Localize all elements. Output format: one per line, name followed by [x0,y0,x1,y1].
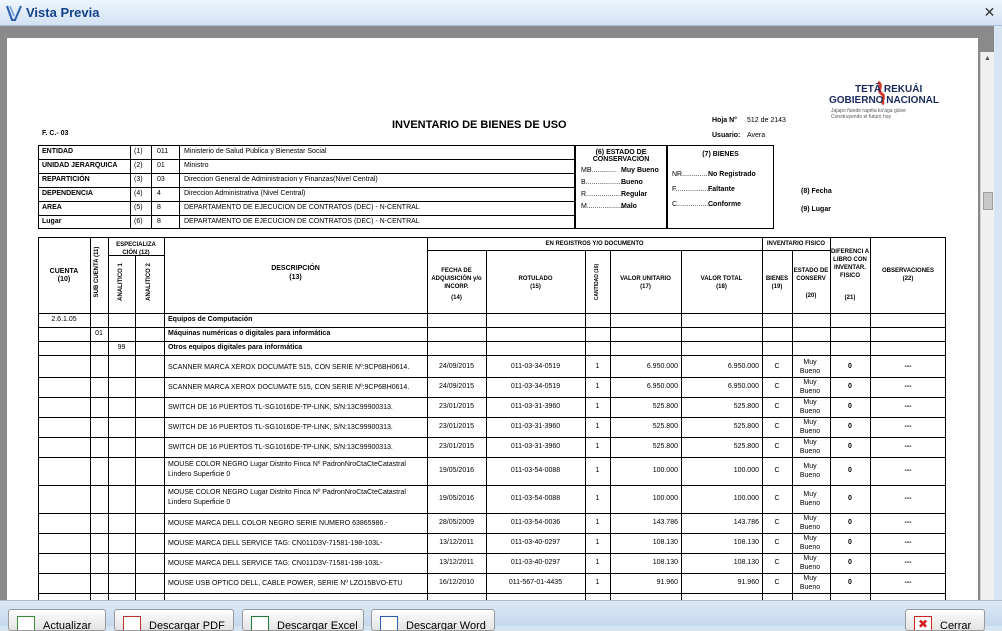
hoja-value: 512 de 2143 [747,117,786,124]
row-observaciones: --- [904,467,912,474]
usuario-label: Usuario: [712,132,741,139]
header-row-divider [38,159,575,160]
title-bar [0,0,1002,26]
table-row [38,437,946,457]
header-row-code: 8 [157,218,161,225]
estado-code: B..................... [581,179,627,186]
row-diferencia: 0 [848,443,852,450]
row-descripcion: SWITCH DE 16 PUERTOS TL-SG1016DE-TP-LINK, S/N:13C99900313. [168,424,393,431]
usuario-value: Avera [747,132,766,139]
table-header-bottom [38,313,946,314]
header-row-num: (2) [134,162,143,169]
row-estado: Muy Bueno [799,555,821,571]
row-diferencia: 0 [848,423,852,430]
row-bienes: C [774,559,780,566]
col-fecha-num: (14) [451,295,462,301]
row-fecha: 23/01/2015 [438,423,475,430]
footer-toolbar [0,600,1002,631]
row-diferencia: 0 [848,579,852,586]
descargar-pdf-button[interactable] [114,609,234,631]
row-observaciones: --- [904,423,912,430]
row-rotulado: 011-03-40-0297 [510,559,561,566]
row-estado: Muy Bueno [799,515,821,531]
bienes-code: NR............. [672,171,708,178]
row-bienes: C [774,403,780,410]
row-cantidad: 1 [595,539,600,546]
header-row-code: 03 [157,176,165,183]
row-bienes: C [774,423,780,430]
row-estado: Muy Bueno [799,359,821,375]
logo-line2: GOBIERNO NACIONAL [829,95,939,106]
table-row [38,377,946,397]
bienes-label: No Registrado [708,171,756,178]
row-cantidad: 1 [595,443,600,450]
logo-line1: TETÃ REKUÁI [855,84,923,95]
inventario-divider [762,250,830,251]
row-valor-total: 108.130 [733,559,759,566]
header-row-divider [38,173,575,174]
header-row-code: 4 [157,190,161,197]
col-fecha: FECHA DE ADQUISICIÓN y/o INCORP. [431,268,482,290]
row-estado: Muy Bueno [799,575,821,591]
table-row [38,573,946,593]
table-row [38,533,946,553]
col-en-registros: EN REGISTROS Y/O DOCUMENTO [545,241,644,247]
row-diferencia: 0 [848,495,852,502]
group-subcuenta: 01 [95,330,103,337]
bienes-code: F................... [672,186,713,193]
group-cuenta: 2.6.1.05 [51,316,77,323]
estado-title1: (6) ESTADO DE [595,149,647,156]
row-valor-unitario: 525.800 [652,443,678,450]
header-row-divider [38,187,575,188]
estado-title2: CONSERVACIÓN [592,156,650,163]
row-fecha: 28/05/2009 [438,519,475,526]
group-analitico1: 99 [117,344,126,351]
close-window-button[interactable]: ✕ [983,4,996,20]
row-cantidad: 1 [595,383,600,390]
row-valor-total: 6.950.000 [727,363,759,370]
button-label: Actualizar [43,620,92,631]
group-descripcion: Máquinas numéricas o digitales para informática [168,330,331,337]
row-valor-total: 91.960 [737,579,759,586]
table-row [38,457,946,485]
row-rotulado: 011-03-54-0036 [510,519,561,526]
row-fecha: 24/09/2015 [438,363,475,370]
row-valor-total: 100.000 [733,495,759,502]
col-cuenta: CUENTA [49,268,79,275]
group-descripcion: Equipos de Computación [168,316,253,323]
row-descripcion: MOUSE MARCA DELL COLOR NEGRO SERIE NUMERO 63865986.- [168,520,388,527]
report-viewer[interactable] [0,26,994,600]
row-rotulado: 011-03-34-0519 [510,383,561,390]
estado-label: Bueno [621,179,643,186]
row-estado: Muy Bueno [799,439,821,455]
table-row [38,553,946,573]
vertical-scrollbar[interactable] [980,52,994,600]
row-diferencia: 0 [848,467,852,474]
row-bienes: C [774,579,780,586]
row-observaciones: --- [904,403,912,410]
actualizar-button[interactable] [8,609,106,631]
col-observaciones-num: (22) [902,276,914,282]
header-row-desc: DEPARTAMENTO DE EJECUCION DE CONTRATOS (DEC) - N-CENTRAL [184,204,420,211]
row-estado: Muy Bueno [799,535,821,551]
row-diferencia: 0 [848,383,852,390]
row-observaciones: --- [904,495,912,502]
hoja-label: Hoja N° [712,117,737,124]
col-valor-unitario-num: (17) [640,284,651,290]
row-fecha: 19/05/2016 [438,495,475,502]
logo-sub1: Jajapo ñande rapéta ko'ága güive [831,108,906,114]
row-bienes: C [774,519,780,526]
row-valor-unitario: 6.950.000 [646,383,678,390]
fecha-label: (8) Fecha [801,188,832,195]
estado-label: Malo [621,203,637,210]
header-row-desc: Ministro [184,162,209,169]
row-valor-total: 100.000 [733,467,759,474]
col-estado-conserv: ESTADO DE CONSERV [793,268,829,282]
row-bienes: C [774,443,780,450]
col-bienes: BIENES [765,276,789,282]
row-cantidad: 1 [595,467,600,474]
row-cantidad: 1 [595,403,600,410]
row-descripcion: SWITCH DE 16 PUERTOS TL-SG1016DE-TP-LINK, S/N:13C99900313. [168,404,393,411]
col-cuenta-num: (10) [57,276,71,283]
row-estado: Muy Bueno [799,463,821,479]
row-bienes: C [774,495,780,502]
row-diferencia: 0 [848,403,852,410]
row-descripcion: MOUSE COLOR NEGRO Lugar Distrito Finca Nº PadronNroCtaCteCatastral Lindero Superficie 0 [168,489,406,506]
button-label: Descargar PDF [149,620,225,631]
row-estado: Muy Bueno [799,379,821,395]
row-fecha: 23/01/2015 [438,403,475,410]
row-estado: Muy Bueno [799,491,821,507]
scroll-up-icon[interactable]: ▲ [984,55,991,62]
row-diferencia: 0 [848,363,852,370]
row-valor-unitario: 91.960 [656,579,678,586]
row-diferencia: 0 [848,559,852,566]
app-logo-icon [6,4,22,22]
row-observaciones: --- [904,443,912,450]
row-valor-unitario: 525.800 [652,403,678,410]
col-especializacion: ESPECIALIZA CIÓN (12) [116,242,156,256]
button-label: Cerrar [940,620,972,631]
pdf-icon [123,616,141,631]
header-row-desc: Direccion General de Administracion y Finanzas(Nivel Central) [184,176,378,183]
row-fecha: 23/01/2015 [438,443,475,450]
table-row [38,357,946,377]
row-rotulado: 011-03-54-0088 [510,495,561,502]
col-bienes-num: (19) [771,284,783,290]
descargar-word-button[interactable] [371,609,495,631]
header-row-divider [38,215,575,216]
report-page [7,38,978,600]
estado-label: Muy Bueno [621,167,659,174]
col-valor-unitario: VALOR UNITARIO [620,276,671,282]
row-valor-total: 143.786 [733,519,759,526]
row-descripcion: MOUSE MARCA DELL SERVICE TAG: CN011D3V-71581-198-103L- [168,560,383,567]
row-diferencia: 0 [848,539,852,546]
descargar-excel-button[interactable] [242,609,364,631]
bienes-label: Conforme [708,201,742,208]
table-row [38,513,946,533]
refresh-icon [17,616,35,631]
header-row-label: DEPENDENCIA [42,190,93,197]
group-descripcion: Otros equipos digitales para informática [168,344,303,351]
header-row-label: ENTIDAD [42,148,74,155]
table-row [38,397,946,417]
row-valor-total: 525.800 [733,403,759,410]
col-subcuenta: SUB CUENTA (11) [94,246,100,298]
col-descripcion-num: (13) [289,274,302,281]
row-valor-unitario: 525.800 [652,423,678,430]
bienes-code: C................... [672,201,715,208]
header-row-num: (6) [134,218,143,225]
row-cantidad: 1 [595,423,600,430]
button-label: Descargar Word [406,620,486,631]
form-code: F. C.- 03 [42,130,69,137]
col-estado-conserv-num: (20) [805,293,817,299]
row-cantidad: 1 [595,495,600,502]
header-row-code: 011 [157,148,169,155]
row-bienes: C [774,363,780,370]
logo-sub2: Construyendo el futuro hoy [831,114,892,120]
row-bienes: C [774,539,780,546]
row-cantidad: 1 [595,579,600,586]
header-row-desc: DEPARTAMENTO DE EJECUCION DE CONTRATOS (DEC) - N-CENTRAL [184,218,420,225]
scroll-thumb[interactable] [983,192,993,210]
row-fecha: 13/12/2011 [439,559,474,566]
row-descripcion: SCANNER MARCA XEROX DOCUMATE 515, CON SERIE Nº:9CP6BH0614. [168,384,410,391]
row-valor-total: 525.800 [733,423,759,430]
estado-code: R................... [581,191,624,198]
button-label: Descargar Excel [277,620,358,631]
col-inventario-fisico: INVENTARIO FISICO [766,241,826,247]
row-rotulado: 011-03-40-0297 [510,539,561,546]
col-diferencia: DIFERENCI A LIBRO CON INVENTAR. FISICO [830,249,870,279]
row-fecha: 24/09/2015 [438,383,475,390]
row-valor-unitario: 108.130 [652,539,678,546]
row-valor-total: 525.800 [733,443,759,450]
row-fecha: 19/05/2016 [438,467,475,474]
row-rotulado: 011-03-31-3960 [510,443,561,450]
header-row-label: AREA [42,204,62,211]
en-registros-divider [427,250,762,251]
col-analitico1: ANALITICO 1 [118,263,124,301]
window-title: Vista Previa [26,5,100,20]
estado-label: Regular [621,191,648,198]
estado-code: M................... [581,203,624,210]
row-diferencia: 0 [848,519,852,526]
row-fecha: 16/12/2010 [438,579,475,586]
header-row-code: 8 [157,204,161,211]
col-rotulado: ROTULADO [518,276,553,282]
table-row-divider [38,593,946,594]
word-icon [380,616,398,631]
row-descripcion: MOUSE USB OPTICO DELL, CABLE POWER, SERIE Nº LZO15BVO-ETU [168,580,403,587]
bienes-label: Faltante [708,186,735,193]
header-row-num: (1) [134,148,143,155]
row-valor-unitario: 100.000 [652,495,678,502]
row-estado: Muy Bueno [799,399,821,415]
row-rotulado: 011-03-54-0088 [510,467,561,474]
header-col-divider [130,145,131,229]
row-bienes: C [774,383,780,390]
row-cantidad: 1 [595,519,600,526]
header-row-num: (3) [134,176,143,183]
header-row-num: (4) [134,190,143,197]
col-observaciones: OBSERVACIONES [881,268,935,274]
row-valor-unitario: 108.130 [652,559,678,566]
group-row-divider [38,341,946,342]
row-valor-total: 6.950.000 [727,383,759,390]
row-estado: Muy Bueno [799,419,821,435]
excel-icon [251,616,269,631]
group-row-divider [38,355,946,356]
header-row-desc: Direccion Administrativa (Nivel Central) [184,190,306,197]
col-diferencia-num: (21) [844,295,856,301]
close-icon: ✖ [914,616,932,631]
col-valor-total-num: (18) [716,284,727,290]
header-col-divider [179,145,180,229]
col-descripcion: DESCRIPCIÓN [271,265,320,272]
bienes-title: (7) BIENES [702,151,739,158]
row-observaciones: --- [904,383,912,390]
col-cantidad: CANTIDAD (16) [594,263,600,301]
row-observaciones: --- [904,579,912,586]
group-row-divider [38,327,946,328]
header-row-desc: Ministerio de Salud Publica y Bienestar Social [184,148,327,155]
row-observaciones: --- [904,363,912,370]
header-row-divider [38,201,575,202]
row-rotulado: 011-567-01-4435 [508,579,563,586]
row-valor-unitario: 6.950.000 [646,363,678,370]
row-observaciones: --- [904,559,912,566]
row-descripcion: MOUSE COLOR NEGRO Lugar Distrito Finca Nº PadronNroCtaCteCatastral Lindero Superficie 0 [168,461,406,478]
row-observaciones: --- [904,519,912,526]
lugar-label: (9) Lugar [801,206,831,213]
row-rotulado: 011-03-31-3960 [510,403,561,410]
col-rotulado-num: (15) [530,284,541,290]
row-descripcion: SCANNER MARCA XEROX DOCUMATE 515, CON SERIE Nº:9CP6BH0614. [168,364,410,371]
row-cantidad: 1 [595,559,600,566]
header-row-label: UNIDAD JERARQUICA [42,162,118,169]
col-analitico2: ANALITICO 2 [146,263,152,301]
row-cantidad: 1 [595,363,600,370]
row-descripcion: SWITCH DE 16 PUERTOS TL-SG1016DE-TP-LINK, S/N:13C99900313. [168,444,393,451]
row-observaciones: --- [904,539,912,546]
row-valor-total: 108.130 [733,539,759,546]
header-row-label: REPARTICIÓN [42,176,90,183]
header-row-label: Lugar [42,218,62,225]
cerrar-button[interactable] [905,609,985,631]
row-rotulado: 011-03-34-0519 [510,363,561,370]
header-row-code: 01 [157,162,165,169]
estado-code: MB............. [581,167,617,174]
document-title: INVENTARIO DE BIENES DE USO [392,119,567,131]
row-bienes: C [774,467,780,474]
row-fecha: 13/12/2011 [439,539,474,546]
header-col-divider [151,145,152,229]
table-row [38,417,946,437]
gobierno-logo [827,80,947,130]
col-valor-total: VALOR TOTAL [700,276,743,282]
row-valor-unitario: 143.786 [652,519,678,526]
header-row-num: (5) [134,204,143,211]
row-rotulado: 011-03-31-3960 [510,423,561,430]
table-row [38,485,946,513]
row-valor-unitario: 100.000 [652,467,678,474]
row-descripcion: MOUSE MARCA DELL SERVICE TAG: CN011D3V-71581-198-103L- [168,540,383,547]
